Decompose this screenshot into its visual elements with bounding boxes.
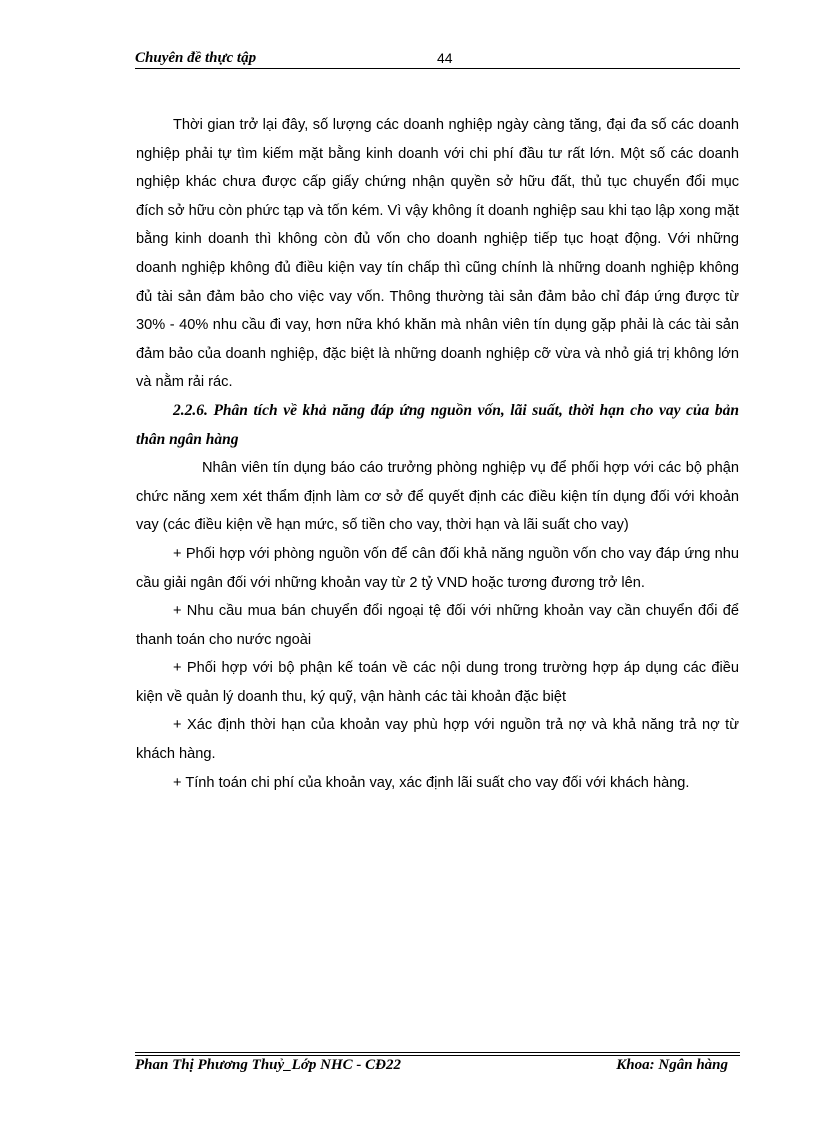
page-header — [135, 48, 740, 70]
header-divider — [135, 68, 740, 69]
footer-divider — [135, 1052, 740, 1053]
document-body — [136, 111, 739, 797]
page-footer — [135, 1057, 740, 1079]
footer-divider — [135, 1055, 740, 1056]
bullet-item: + Xác định thời hạn của khoản vay phù hợp với nguồn trả nợ và khả năng trả nợ từ khách hàng. — [136, 717, 739, 763]
footer-faculty: Khoa: Ngân hàng — [616, 1057, 728, 1073]
body-paragraph: Thời gian trở lại đây, số lượng các doanh nghiệp ngày càng tăng, đại đa số các doanh nghiệp phải tự tìm kiếm mặt bằng kinh doanh với chi phí đầu tư rất lớn. Một số các doanh nghiệp khác chưa được cấp giấy chứng nhận quyền sở hữu đất, thủ tục chuyển đổi mục đích sở hữu còn phức tạp và tốn kém. Vì vậy không ít doanh nghiệp sau khi tạo lập xong mặt bằng kinh doanh thì không còn đủ vốn cho doanh nghiệp tiếp tục hoạt động. Với những doanh nghiệp không đủ điều kiện vay tín chấp thì cũng chính là những doanh nghiệp không đủ tài sản đảm bảo cho việc vay vốn. Thông thường tài sản đảm bảo chỉ đáp ứng được từ 30% - 40% nhu cầu đi vay, hơn nữa khó khăn mà nhân viên tín dụng gặp phải là các tài sản đảm bảo của doanh nghiệp, đặc biệt là những doanh nghiệp cỡ vừa và nhỏ giá trị không lớn và nằm rải rác. — [136, 117, 739, 391]
footer-author: Phan Thị Phương Thuỷ_Lớp NHC - CĐ22 — [135, 1057, 401, 1073]
document-title: Chuyên đề thực tập — [135, 50, 257, 66]
bullet-item: + Nhu cầu mua bán chuyển đổi ngoại tệ đối với những khoản vay cần chuyển đổi để thanh toán cho nước ngoài — [136, 603, 739, 648]
bullet-item: + Phối hợp với bộ phận kế toán về các nội dung trong trường hợp áp dụng các điều kiện về quản lý doanh thu, ký quỹ, vận hành các tài khoản đặc biệt — [136, 660, 739, 705]
bullet-item: + Phối hợp với phòng nguồn vốn để cân đối khả năng nguồn vốn cho vay đáp ứng nhu cầu giải ngân đối với những khoản vay từ 2 tỷ VND hoặc tương đương trở lên. — [136, 545, 739, 591]
page-number: 44 — [437, 50, 453, 66]
body-paragraph: Nhân viên tín dụng báo cáo trưởng phòng nghiệp vụ để phối hợp với các bộ phận chức năng xem xét thẩm định làm cơ sở để quyết định các điều kiện tín dụng đối với khoản vay (các điều kiện về hạn mức, số tiền cho vay, thời hạn và lãi suất cho vay) — [136, 460, 739, 534]
section-heading: 2.2.6. Phân tích về khả năng đáp ứng nguồn vốn, lãi suất, thời hạn cho vay của bản thân ngân hàng — [136, 401, 739, 448]
bullet-item: + Tính toán chi phí của khoản vay, xác định lãi suất cho vay đối với khách hàng. — [173, 774, 690, 791]
